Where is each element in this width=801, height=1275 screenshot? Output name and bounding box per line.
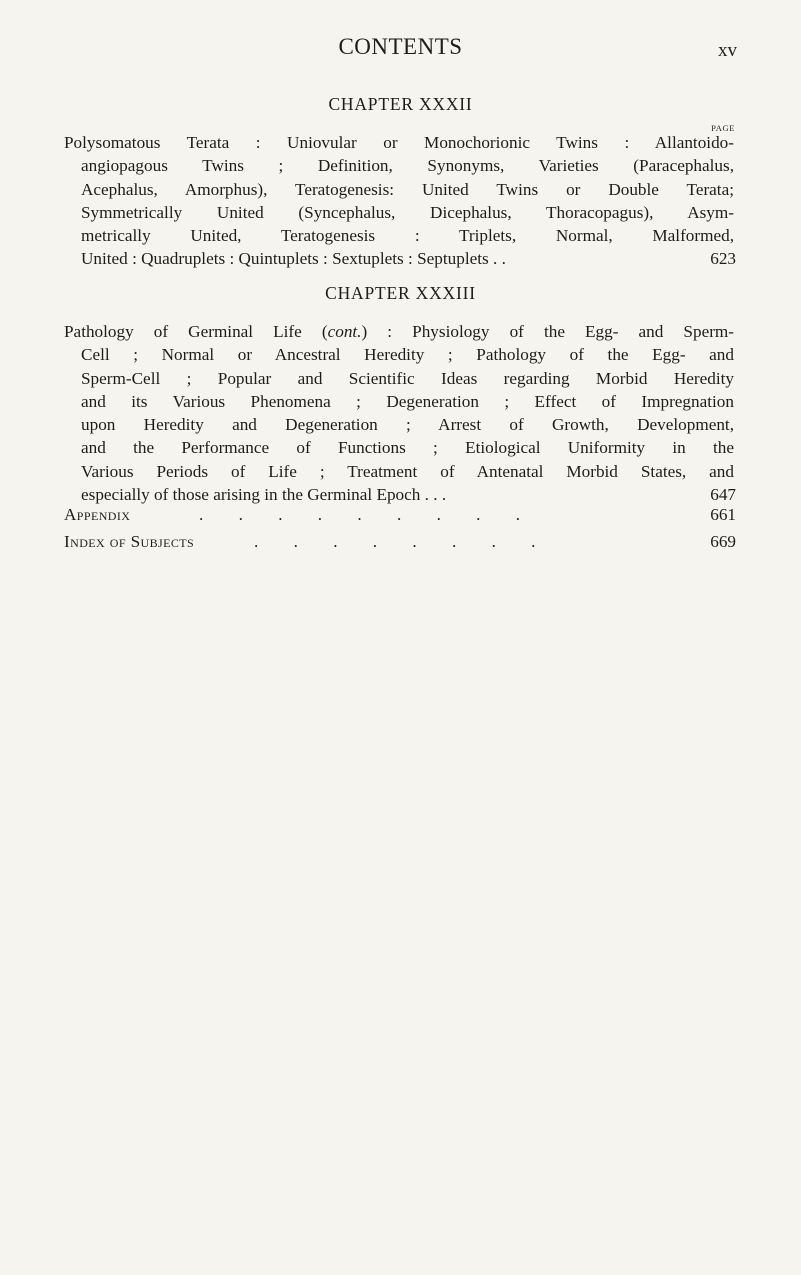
page-number: 647 bbox=[710, 485, 736, 505]
chapter-32-entry bbox=[64, 131, 734, 271]
entry-line: and its Various Phenomena ; Degeneration ; Effect of Impregnation bbox=[81, 391, 734, 411]
page-number: 661 bbox=[710, 505, 736, 524]
entry-line: Cell ; Normal or Ancestral Heredity ; Pathology of the Egg- and bbox=[81, 345, 734, 365]
entry-line: upon Heredity and Degeneration ; Arrest of Growth, Development, bbox=[81, 415, 734, 435]
entry-line: Sperm-Cell ; Popular and Scientific Ideas regarding Morbid Heredity bbox=[81, 368, 734, 388]
entry-line: Acephalus, Amorphus), Teratogenesis: United Twins or Double Terata; bbox=[81, 179, 734, 199]
chapter-33-entry bbox=[64, 320, 734, 506]
entry-line: Pathology of Germinal Life (cont.) : Physiology of the Egg- and Sperm- bbox=[64, 322, 735, 341]
appendix-entry bbox=[64, 503, 734, 526]
chapter-32-heading: CHAPTER XXXII bbox=[328, 94, 473, 114]
entry-line: angiopagous Twins ; Definition, Synonyms, Varieties (Paracephalus, bbox=[81, 156, 734, 176]
entry-line: and the Performance of Functions ; Etiological Uniformity in the bbox=[81, 438, 734, 458]
running-head-title: CONTENTS bbox=[338, 34, 463, 59]
entry-line: metrically United, Teratogenesis : Triplets, Normal, Malformed, bbox=[81, 226, 734, 246]
page-number: 623 bbox=[710, 249, 736, 269]
entry-line: United : Quadruplets : Quintuplets : Sextuplets : Septuplets . . 623 bbox=[64, 247, 734, 270]
appendix-label: Appendix bbox=[64, 505, 131, 524]
dot-leader: . . . . . . . . bbox=[254, 532, 536, 551]
entry-line bbox=[64, 530, 734, 553]
entry-line: Polysomatous Terata : Uniovular or Monochorionic Twins : Allantoido- bbox=[64, 133, 734, 152]
page-column-label: PAGE bbox=[711, 123, 735, 133]
index-label: Index of Subjects bbox=[64, 532, 195, 551]
dot-leader: . . . . . . . . . bbox=[199, 505, 521, 524]
chapter-33-heading: CHAPTER XXXIII bbox=[325, 283, 476, 303]
page-number: 669 bbox=[710, 532, 736, 551]
running-head bbox=[0, 34, 801, 64]
index-entry bbox=[64, 530, 734, 553]
entry-line: Symmetrically United (Syncephalus, Dicephalus, Thoracopagus), Asym- bbox=[81, 202, 734, 222]
entry-line: especially of those arising in the Germinal Epoch . . . 647 bbox=[64, 483, 734, 506]
entry-line: Various Periods of Life ; Treatment of Antenatal Morbid States, and bbox=[81, 461, 734, 481]
page-folio: xv bbox=[718, 40, 737, 61]
entry-line bbox=[64, 503, 734, 526]
